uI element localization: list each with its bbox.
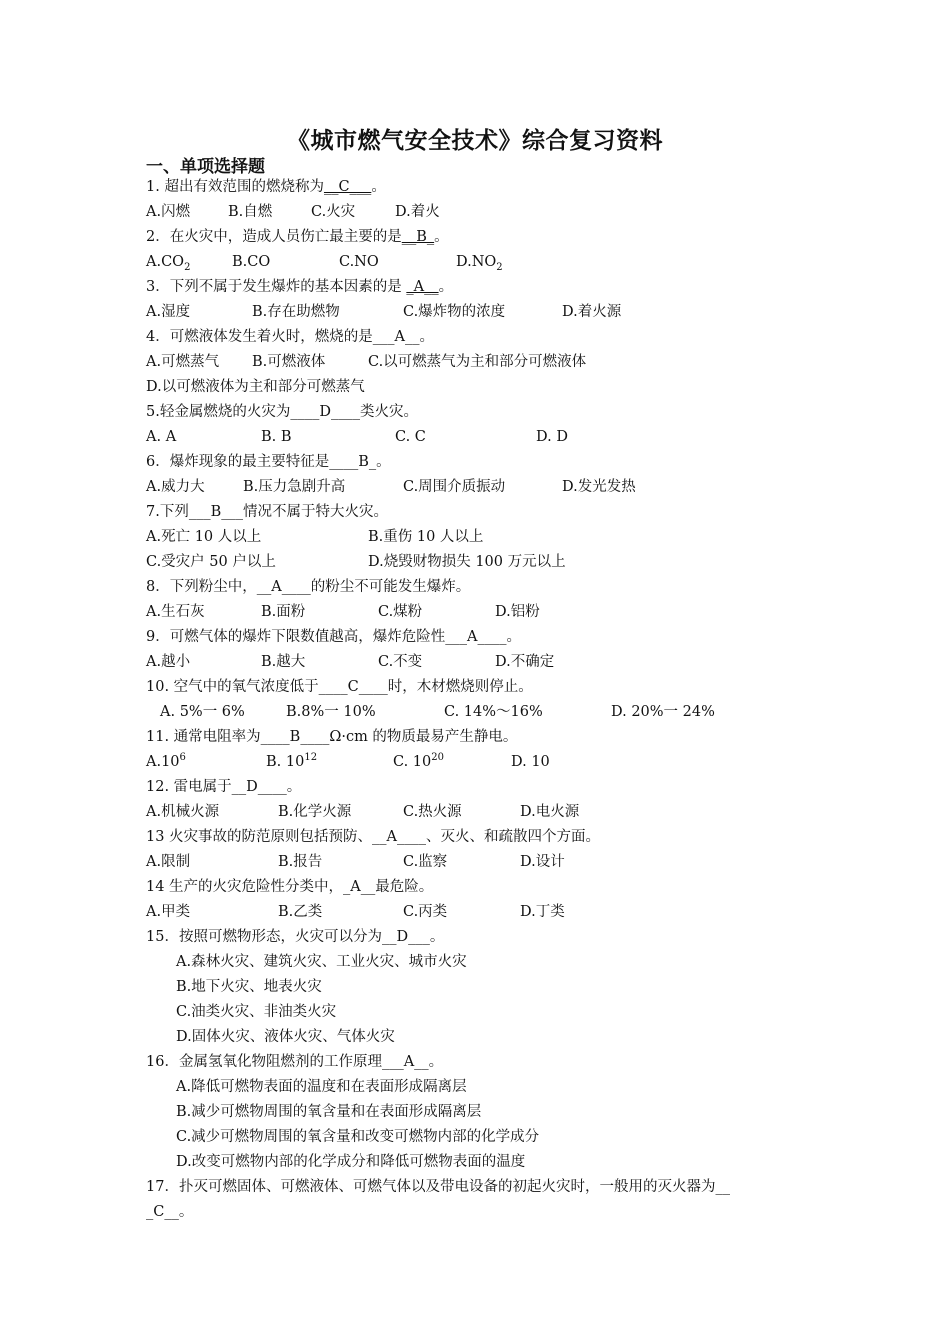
question-16-option-b: B.减少可燃物周围的氧含量和在表面形成隔离层 [176,1104,482,1120]
option-d: D.着火 [395,204,440,220]
option-c: C.监察 [403,854,448,870]
option-c: C.爆炸物的浓度 [403,304,506,320]
question-11-options [146,750,826,775]
question-1-stem [146,175,826,200]
option-a: A.闪燃 [146,204,191,220]
question-punct: 。 [434,229,449,245]
question-10-stem: 10. 空气中的氧气浓度低于____C____时，木材燃烧则停止。 [146,679,533,695]
question-3-stem [146,275,826,300]
option-a: A.甲类 [146,904,191,920]
option-a-text: A.CO [146,254,185,270]
question-16-option-a: A.降低可燃物表面的温度和在表面形成隔离层 [176,1079,467,1095]
question-2-stem [146,225,826,250]
option-c: C. C [395,429,426,445]
option-a-text: A.10 [146,754,180,770]
option-c: C.丙类 [403,904,448,920]
option-d: D.电火源 [520,804,580,820]
option-a: A.限制 [146,854,191,870]
question-7-options-cd [146,550,826,575]
question-6-stem: 6．爆炸现象的最主要特征是____B_。 [146,454,391,470]
question-7-stem: 7.下列___B___情况不属于特大火灾。 [146,504,388,520]
document-title: 《城市燃气安全技术》综合复习资料 [287,128,663,154]
option-a: A.生石灰 [146,604,205,620]
option-c: C.火灾 [311,204,356,220]
option-a: A.湿度 [146,304,191,320]
option-c: C. 14%～16% [444,704,543,720]
option-d: D.烧毁财物损失 100 万元以上 [368,554,566,570]
subscript: 2 [496,261,503,273]
option-b: B.存在助燃物 [252,304,340,320]
question-punct: 。 [371,179,386,195]
option-c: C.NO [339,254,379,270]
option-d: D.着火源 [562,304,622,320]
question-6-options [146,475,826,500]
option-b: B.越大 [261,654,306,670]
option-a: A.可燃蒸气 [146,354,220,370]
question-15-option-c: C.油类火灾、非油类火灾 [176,1004,337,1020]
option-a: A.死亡 10 人以上 [146,529,262,545]
option-c: C.受灾户 50 户以上 [146,554,276,570]
option-b: B. B [261,429,292,445]
option-a: A.机械火源 [146,804,220,820]
superscript: 20 [431,752,444,764]
option-d: D.发光发热 [562,479,636,495]
question-1-options [146,200,826,225]
question-17-stem-continued: _C__。 [146,1204,194,1220]
answer-blank: _A__ [406,279,439,295]
option-b: B.面粉 [261,604,306,620]
option-b [266,750,317,775]
question-5-stem: 5.轻金属燃烧的火灾为____D____类火灾。 [146,404,418,420]
question-12-stem: 12. 雷电属于__D____。 [146,779,302,795]
question-13-options [146,850,826,875]
option-b: B.重伤 10 人以上 [368,529,484,545]
answer-blank: __C___ [323,179,372,195]
question-10-options [146,700,826,725]
option-c [393,750,444,775]
option-c: C.热火源 [403,804,462,820]
question-12-options [146,800,826,825]
question-5-options [146,425,826,450]
question-4-stem: 4．可燃液体发生着火时，燃烧的是___A__。 [146,329,434,345]
option-d: D.不确定 [495,654,555,670]
option-a [146,250,190,275]
option-b: B.8%一 10% [286,704,376,720]
option-c: C.以可燃蒸气为主和部分可燃液体 [368,354,587,370]
question-7-options-ab [146,525,826,550]
question-11-stem: 11. 通常电阻率为____B____Ω·cm 的物质最易产生静电。 [146,729,518,745]
section-heading: 一、单项选择题 [146,157,265,177]
option-b: B.化学火源 [278,804,352,820]
question-8-options [146,600,826,625]
question-17-stem: 17．扑灭可燃固体、可燃液体、可燃气体以及带电设备的初起火灾时，一般用的灭火器为__ [146,1179,730,1195]
question-16-option-d: D.改变可燃物内部的化学成分和降低可燃物表面的温度 [176,1154,526,1170]
option-d: D.铝粉 [495,604,540,620]
answer-blank: __B_ [401,229,435,245]
option-d: D.设计 [520,854,565,870]
option-d: D. 20%一 24% [611,704,715,720]
option-c: C.不变 [378,654,423,670]
question-9-stem: 9．可燃气体的爆炸下限数值越高，爆炸危险性___A____。 [146,629,521,645]
option-b: B.可燃液体 [252,354,326,370]
question-4-option-d: D.以可燃液体为主和部分可燃蒸气 [146,379,365,395]
question-text: 3．下列不属于发生爆炸的基本因素的是 [146,279,407,295]
question-14-stem: 14 生产的火灾危险性分类中，_A__最危险。 [146,879,434,895]
option-a: A. A [146,429,177,445]
question-list [146,175,826,1225]
option-c: C.周围介质振动 [403,479,506,495]
question-text: 1. 超出有效范围的燃烧称为 [146,179,324,195]
option-b: B.报告 [278,854,323,870]
option-b: B.自燃 [228,204,273,220]
option-d: D. D [536,429,568,445]
question-15-stem: 15．按照可燃物形态，火灾可以分为__D___。 [146,929,445,945]
option-b: B.CO [232,254,271,270]
question-13-stem: 13 火灾事故的防范原则包括预防、__A____、灭火、和疏散四个方面。 [146,829,601,845]
option-c-text: C. 10 [393,754,432,770]
question-15-option-a: A.森林火灾、建筑火灾、工业火灾、城市火灾 [176,954,467,970]
option-a [146,750,186,775]
question-14-options [146,900,826,925]
option-a: A.越小 [146,654,191,670]
option-d [456,250,503,275]
option-b-text: B. 10 [266,754,305,770]
question-punct: 。 [438,279,454,295]
subscript: 2 [184,261,191,273]
option-c: C.煤粉 [378,604,423,620]
question-16-stem: 16．金属氢氧化物阻燃剂的工作原理___A__。 [146,1054,444,1070]
question-4-options [146,350,826,375]
question-8-stem: 8．下列粉尘中，__A____的粉尘不可能发生爆炸。 [146,579,471,595]
question-15-option-b: B.地下火灾、地表火灾 [176,979,322,995]
superscript: 6 [179,752,186,764]
question-15-option-d: D.固体火灾、液体火灾、气体火灾 [176,1029,395,1045]
question-16-option-c: C.减少可燃物周围的氧含量和改变可燃物内部的化学成分 [176,1129,540,1145]
question-9-options [146,650,826,675]
option-b: B.乙类 [278,904,323,920]
option-d: D.丁类 [520,904,565,920]
option-a: A. 5%一 6% [160,704,245,720]
question-3-options [146,300,826,325]
option-a: A.威力大 [146,479,205,495]
superscript: 12 [304,752,318,764]
option-b: B.压力急剧升高 [243,479,346,495]
option-d: D. 10 [511,754,550,770]
question-2-options [146,250,826,275]
question-text: 2．在火灾中，造成人员伤亡最主要的是 [146,229,402,245]
option-d-text: D.NO [456,254,497,270]
